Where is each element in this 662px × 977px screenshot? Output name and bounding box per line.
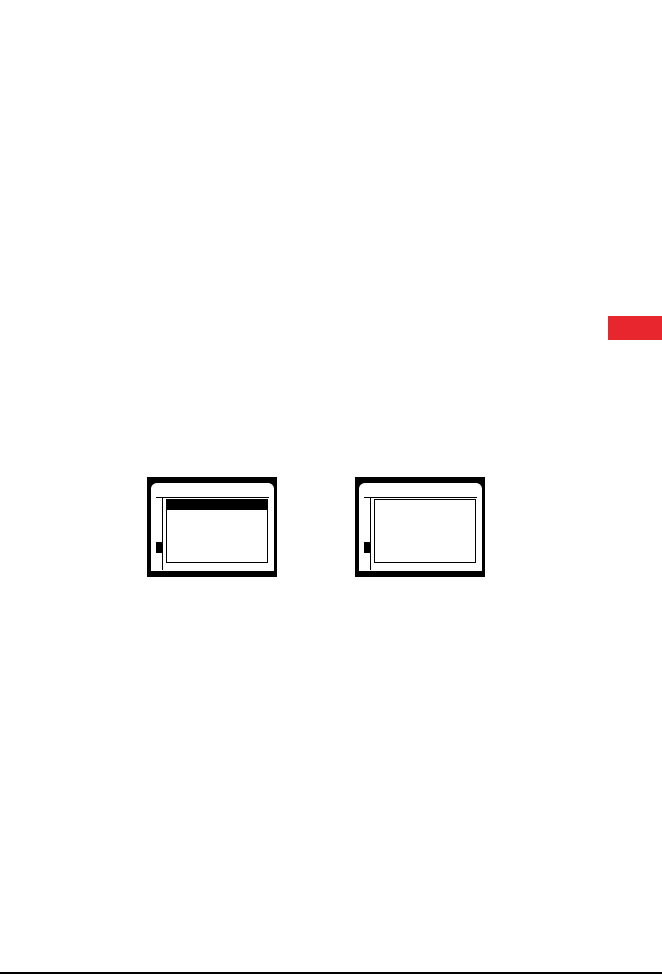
left-letter-highlight	[156, 542, 162, 553]
left-letter	[156, 553, 162, 564]
left-letter	[156, 509, 162, 520]
date-editor	[374, 499, 476, 563]
screen-left-column	[156, 498, 163, 570]
screen-panel	[359, 483, 482, 571]
menu-item-selected	[167, 500, 267, 510]
left-letter-highlight	[364, 542, 370, 553]
menu-item	[167, 520, 267, 530]
left-letter	[156, 531, 162, 542]
left-letter	[364, 509, 370, 520]
screen-footer	[355, 569, 485, 577]
screen-left-column	[364, 498, 371, 570]
bottom-rule	[0, 972, 662, 974]
screen-header	[364, 487, 477, 498]
camera-screen-date-value	[355, 477, 485, 577]
left-letter	[156, 520, 162, 531]
left-letter	[364, 520, 370, 531]
screen-panel	[151, 483, 274, 571]
camera-screen-time-date-menu	[147, 477, 277, 577]
screen-footer	[147, 569, 277, 577]
left-letter	[364, 498, 370, 509]
left-letter	[156, 498, 162, 509]
left-letter	[364, 531, 370, 542]
menu-item	[167, 510, 267, 520]
left-letter	[364, 553, 370, 564]
submenu	[166, 499, 268, 563]
language-tab	[608, 316, 662, 340]
screen-header	[156, 487, 269, 498]
